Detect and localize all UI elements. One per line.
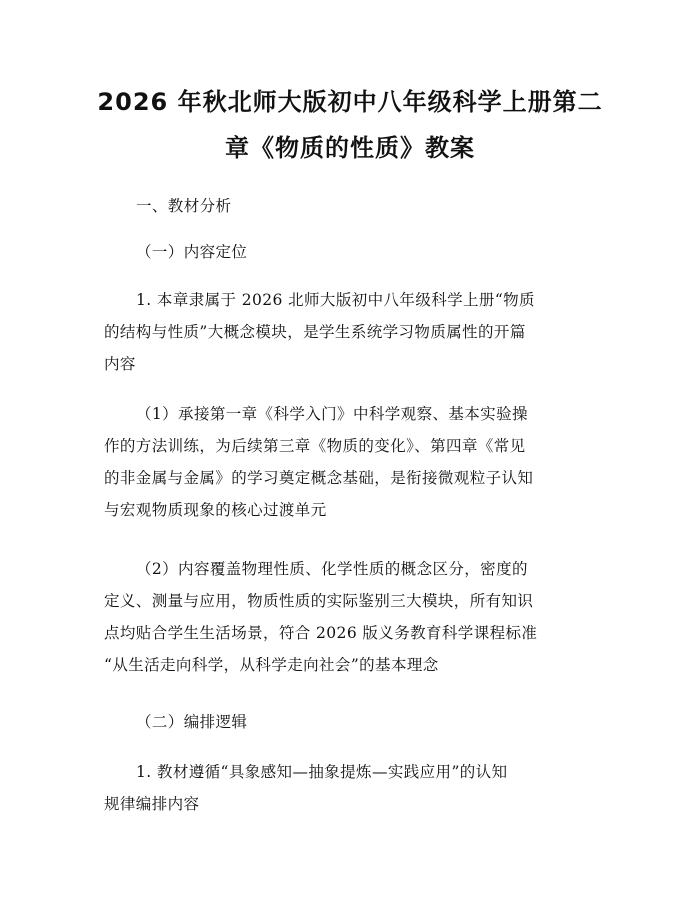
paragraph-1 bbox=[104, 284, 596, 380]
paragraph-2-line-3: 的非金属与金属》的学习奠定概念基础，是衔接微观粒子认知 bbox=[104, 469, 534, 487]
paragraph-2-line-2: 作的方法训练，为后续第三章《物质的变化》、第四章《常见 bbox=[104, 437, 526, 455]
paragraph-3-line-1: （2）内容覆盖物理性质、化学性质的概念区分，密度的 bbox=[136, 560, 528, 578]
paragraph-2-line-4: 与宏观物质现象的核心过渡单元 bbox=[104, 501, 327, 519]
subsection-heading-content-positioning: （一）内容定位 bbox=[136, 243, 248, 261]
paragraph-1-line-1: 1. 本章隶属于 2026 北师大版初中八年级科学上册“物质 bbox=[136, 291, 535, 309]
paragraph-1-line-3: 内容 bbox=[104, 355, 136, 373]
document-title-line-2: 章《物质的性质》教案 bbox=[225, 134, 475, 162]
document-title-line-1: 2026 年秋北师大版初中八年级科学上册第二 bbox=[97, 88, 603, 116]
paragraph-4-line-1: 1. 教材遵循“具象感知—抽象提炼—实践应用”的认知 bbox=[136, 763, 508, 781]
paragraph-2-line-1: （1）承接第一章《科学入门》中科学观察、基本实验操 bbox=[136, 405, 528, 423]
paragraph-3-line-2: 定义、测量与应用，物质性质的实际鉴别三大模块，所有知识 bbox=[104, 592, 534, 610]
subsection-heading-layout-logic: （二）编排逻辑 bbox=[136, 713, 248, 731]
paragraph-4 bbox=[104, 756, 596, 820]
paragraph-3-line-3: 点均贴合学生生活场景，符合 2026 版义务教育科学课程标准 bbox=[104, 624, 538, 642]
paragraph-2 bbox=[104, 398, 596, 526]
paragraph-4-line-2: 规律编排内容 bbox=[104, 795, 200, 813]
section-heading-textbook-analysis: 一、教材分析 bbox=[136, 197, 232, 215]
paragraph-3-line-4: “从生活走向科学，从科学走向社会”的基本理念 bbox=[104, 656, 439, 674]
paragraph-1-line-2: 的结构与性质”大概念模块，是学生系统学习物质属性的开篇 bbox=[104, 323, 526, 341]
paragraph-3 bbox=[104, 553, 596, 681]
